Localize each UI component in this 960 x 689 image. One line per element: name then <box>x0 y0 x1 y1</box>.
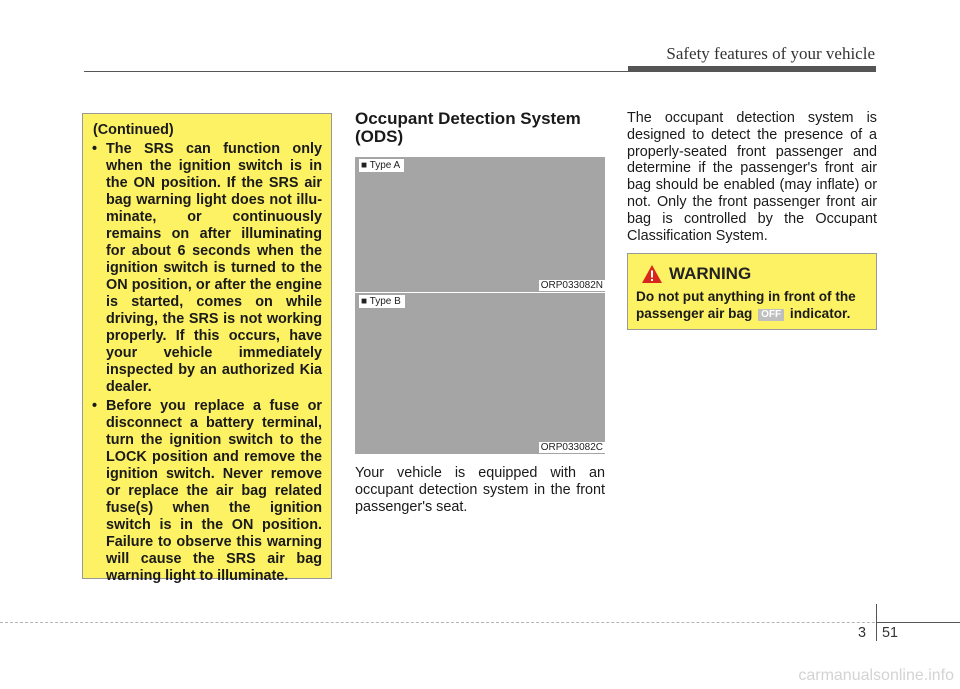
list-item <box>91 398 322 585</box>
bullet-symbol: • <box>92 141 98 157</box>
watermark: carmanualsonline.info <box>798 667 954 684</box>
ods-intro-text: Your vehicle is equipped with an occupant detection system in the front passenger's seat. <box>355 465 605 515</box>
bullet-text: The SRS can function only when the ignition switch is in the ON position. If the SRS air bag warning light does not illuminate, or continuously remains on after illuminating for about 6 seconds when the ignition switch is turned to the ON position, or after the engine is started, comes on while driving, the SRS is not working properly. If this occurs, have your vehicle immediately inspected by an authorized Kia dealer. <box>106 141 322 395</box>
warning-text <box>636 288 872 322</box>
bullet-symbol: • <box>92 398 98 414</box>
photo-type-label: ■ Type A <box>359 159 404 172</box>
page-number: 51 <box>882 625 899 641</box>
ods-section-title: Occupant Detection System (ODS) <box>355 109 581 146</box>
ods-photo-type-b <box>355 293 605 454</box>
photo-code-label: ORP033082C <box>540 442 603 453</box>
warning-title: WARNING <box>669 264 752 283</box>
warning-triangle-icon <box>641 264 663 284</box>
ods-description-text: The occupant detection system is designed to detect the presence of a properly-seated front passenger and determine if the passenger's front air bag should be enabled (may inflate) or not. Only the front passenger front air bag is controlled by the Occupant Classification System. <box>627 110 877 244</box>
warning-text-end: indicator. <box>789 306 851 321</box>
off-indicator-badge: OFF <box>758 309 784 321</box>
ods-photo-type-a <box>355 157 605 292</box>
list-item <box>91 141 322 396</box>
photo-type-label: ■ Type B <box>359 295 405 308</box>
continued-warning-box <box>82 113 332 584</box>
continued-label: (Continued) <box>93 122 174 138</box>
footer-rule <box>0 622 960 623</box>
chapter-number: 3 <box>858 625 867 641</box>
header-rule-accent <box>628 66 876 72</box>
bullet-text: Before you replace a fuse or disconnect a battery terminal, turn the ignition switch to the LOCK position and remove the ignition switch. Never remove or replace the air bag related fuse(s) when the ignition switch is in the ON position. Failure to observe this warning will cause the SRS air bag warning light to illuminate. <box>106 398 322 584</box>
footer-rule-accent <box>877 622 960 623</box>
section-header: Safety features of your vehicle <box>666 44 875 63</box>
photo-code-label: ORP033082N <box>540 280 603 291</box>
warning-text-start: Do not put anything in front of the passenger air bag <box>636 289 856 321</box>
warning-box <box>627 253 877 330</box>
